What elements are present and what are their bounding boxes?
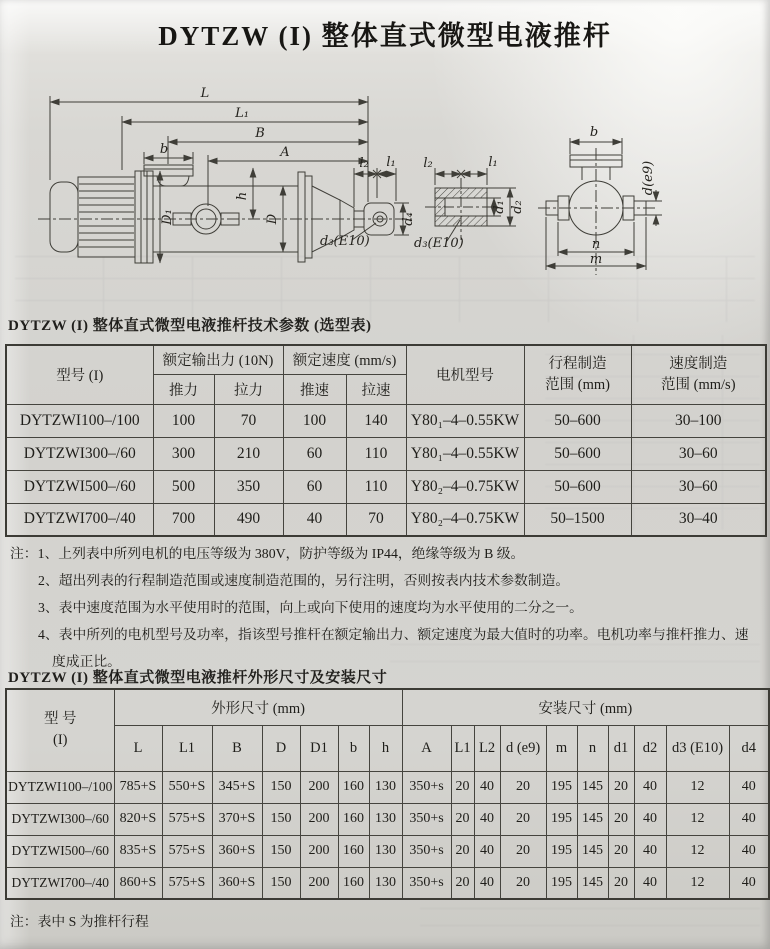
col-header-A: A (402, 725, 451, 771)
cell: 345+S (212, 771, 262, 803)
cell: 360+S (212, 867, 262, 899)
cell: 20 (500, 803, 546, 835)
oil-port-dome (157, 176, 189, 186)
cell: 20 (500, 867, 546, 899)
col-header-D1: D1 (300, 725, 338, 771)
cell: 195 (546, 803, 577, 835)
note-item: 4、表中所列的电机型号及功率，指该型号推杆在额定输出力、额定速度为最大值时的功率。电机功率与推杆推力、速度成正比。 (38, 627, 749, 669)
table-row (6, 771, 769, 803)
col-header-motor-model: 电机型号 (406, 345, 524, 404)
cell: 820+S (114, 803, 162, 835)
col-header-model: 型 号 (I) (6, 689, 114, 771)
cell-model: DYTZWI300–/60 (6, 803, 114, 835)
cell: 350+s (402, 771, 451, 803)
col-header-L1: L1 (162, 725, 212, 771)
cell: 20 (500, 771, 546, 803)
col-header-L: L (114, 725, 162, 771)
cell: 20 (500, 835, 546, 867)
page-title: DYTZW (I) 整体直式微型电液推杆 (158, 21, 612, 51)
col-header-pull-speed: 拉速 (346, 374, 406, 404)
bleedthrough-ghost (420, 902, 760, 942)
cell: 195 (546, 867, 577, 899)
cell: 30–60 (631, 437, 766, 470)
cell: 160 (338, 835, 369, 867)
cell: 70 (346, 503, 406, 536)
col-header-model: 型号 (I) (6, 345, 153, 404)
col-header-D: D (262, 725, 300, 771)
col-header-b: b (338, 725, 369, 771)
col-group-rated-output: 额定输出力 (10N) (153, 345, 283, 374)
cell: 210 (214, 437, 283, 470)
col-header-d1: d1 (608, 725, 634, 771)
col-header-pull-force: 拉力 (214, 374, 283, 404)
col-header-m: m (546, 725, 577, 771)
cell: 860+S (114, 867, 162, 899)
cell: 20 (451, 867, 474, 899)
table-row (6, 803, 769, 835)
cell: 130 (369, 867, 402, 899)
footer-note: 注：表中 S 为推杆行程 (10, 914, 149, 929)
cell: 575+S (162, 803, 212, 835)
dim-label-sec-d2: d₂ (510, 200, 525, 214)
cell: 30–60 (631, 470, 766, 503)
cell: 110 (346, 470, 406, 503)
cell: 350+s (402, 803, 451, 835)
dim-label-l1: l₁ (386, 155, 396, 170)
cell: 60 (283, 437, 346, 470)
motor-end-cap (50, 182, 78, 252)
cell: 200 (300, 803, 338, 835)
cell: 130 (369, 803, 402, 835)
front-flange (298, 172, 305, 262)
cell: 140 (346, 404, 406, 437)
cell: 50–1500 (524, 503, 631, 536)
cell: 40 (634, 835, 666, 867)
table-row (6, 470, 766, 503)
cell: 150 (262, 867, 300, 899)
dim-label-h: h (235, 191, 250, 201)
cell: 350+s (402, 867, 451, 899)
cell: 30–100 (631, 404, 766, 437)
cell: 200 (300, 771, 338, 803)
cell: 200 (300, 835, 338, 867)
dim-label-sec-d3: d₃(E10) (414, 236, 464, 251)
cell: 40 (474, 803, 500, 835)
cell: 50–600 (524, 404, 631, 437)
cell: 20 (608, 803, 634, 835)
dim-label-L1: L₁ (235, 106, 249, 121)
cell-model: DYTZWI100–/100 (6, 404, 153, 437)
cell: 100 (153, 404, 214, 437)
cell: 550+S (162, 771, 212, 803)
dim-label-A: A (280, 145, 290, 160)
col-header-L2: L2 (474, 725, 500, 771)
dim-label-end-n: n (591, 237, 601, 252)
cell: 160 (338, 803, 369, 835)
cell: 145 (577, 835, 608, 867)
cell: 160 (338, 771, 369, 803)
dim-label-sec-l1: l₁ (488, 155, 498, 170)
note-item: 3、表中速度范围为水平使用时的范围，向上或向下使用的速度均为水平使用的二分之一。 (38, 600, 583, 615)
cell: 50–600 (524, 437, 631, 470)
cell-model: DYTZWI700–/40 (6, 867, 114, 899)
cell: 490 (214, 503, 283, 536)
cell-motor: Y80₂–4–0.75KW (406, 470, 524, 503)
cell: 40 (634, 867, 666, 899)
cell: 40 (634, 771, 666, 803)
cell: 40 (729, 867, 769, 899)
cell: 150 (262, 835, 300, 867)
cell: 370+S (212, 803, 262, 835)
dim-label-end-de9: d(e9) (641, 160, 656, 196)
motor-fin-block (78, 177, 135, 257)
col-header-speed-range: 速度制造 范围 (mm/s) (631, 345, 766, 404)
table-row (6, 404, 766, 437)
cell: 785+S (114, 771, 162, 803)
col-group-outline-dims: 外形尺寸 (mm) (114, 689, 402, 725)
technical-drawing (0, 70, 770, 322)
table-row (6, 503, 766, 536)
cell: 145 (577, 867, 608, 899)
col-header-n: n (577, 725, 608, 771)
dimensions-table (5, 688, 770, 900)
table1-caption: DYTZW (I) 整体直式微型电液推杆技术参数 (选型表) (8, 318, 372, 334)
dim-label-end-b: b (589, 125, 599, 140)
cell: 145 (577, 771, 608, 803)
cell: 50–600 (524, 470, 631, 503)
cell-model: DYTZWI500–/60 (6, 835, 114, 867)
col-header-d2: d2 (634, 725, 666, 771)
col-header-push-speed: 推速 (283, 374, 346, 404)
cell: 350 (214, 470, 283, 503)
motor-flange (135, 171, 153, 263)
cell: 12 (666, 771, 729, 803)
cell: 40 (474, 867, 500, 899)
cell: 40 (474, 771, 500, 803)
cell: 20 (451, 803, 474, 835)
cell: 40 (729, 835, 769, 867)
dim-label-D: D (265, 213, 280, 225)
cell: 20 (608, 771, 634, 803)
cell: 835+S (114, 835, 162, 867)
cell: 150 (262, 771, 300, 803)
cell: 130 (369, 771, 402, 803)
cell-motor: Y80₁–4–0.55KW (406, 404, 524, 437)
dim-label-d3: d₃(E10) (320, 234, 370, 249)
cell: 145 (577, 803, 608, 835)
table-row (6, 437, 766, 470)
dim-label-sec-d1: d₁ (492, 200, 507, 214)
specs-table (5, 344, 767, 537)
cell-model: DYTZWI500–/60 (6, 470, 153, 503)
cell: 300 (153, 437, 214, 470)
note-item: 2、超出列表的行程制造范围或速度制造范围的，另行注明，否则按表内技术参数制造。 (38, 573, 570, 588)
cell-motor: Y80₂–4–0.75KW (406, 503, 524, 536)
cell: 100 (283, 404, 346, 437)
cell: 60 (283, 470, 346, 503)
col-header-B: B (212, 725, 262, 771)
col-header-push-force: 推力 (153, 374, 214, 404)
table-header-row (6, 725, 769, 771)
cell-model: DYTZWI100–/100 (6, 771, 114, 803)
section-view-outline (425, 178, 500, 240)
end-view-dimensions (546, 190, 662, 270)
cell: 160 (338, 867, 369, 899)
col-header-de9: d (e9) (500, 725, 546, 771)
cell-motor: Y80₁–4–0.55KW (406, 437, 524, 470)
col-header-h: h (369, 725, 402, 771)
cell: 150 (262, 803, 300, 835)
cell: 40 (283, 503, 346, 536)
dim-label-end-m: m (589, 252, 603, 267)
col-header-d3E10: d3 (E10) (666, 725, 729, 771)
cell: 110 (346, 437, 406, 470)
dim-label-b: b (159, 142, 169, 157)
cell: 350+s (402, 835, 451, 867)
dim-label-D1: D₁ (160, 209, 175, 225)
cell: 20 (608, 867, 634, 899)
dim-label-B: B (255, 126, 265, 141)
col-group-rated-speed: 额定速度 (mm/s) (283, 345, 406, 374)
table-header-row (6, 345, 766, 374)
cell-model: DYTZWI300–/60 (6, 437, 153, 470)
cell: 40 (634, 803, 666, 835)
dim-label-l2: l₂ (359, 156, 369, 171)
notes-block (10, 540, 758, 675)
cell: 30–40 (631, 503, 766, 536)
col-header-L1b: L1 (451, 725, 474, 771)
table-row (6, 867, 769, 899)
note-item: 注：1、上列表中所列电机的电压等级为 380V，防护等级为 IP44，绝缘等级为 B 级。 (10, 546, 525, 561)
cell: 20 (451, 835, 474, 867)
cell: 40 (474, 835, 500, 867)
cell: 40 (729, 771, 769, 803)
cell: 575+S (162, 835, 212, 867)
cell: 200 (300, 867, 338, 899)
table-header-row (6, 689, 769, 725)
cell: 195 (546, 771, 577, 803)
cell: 20 (608, 835, 634, 867)
dim-label-d4: d₄ (401, 212, 416, 226)
cell-model: DYTZWI700–/40 (6, 503, 153, 536)
col-header-stroke-range: 行程制造 范围 (mm) (524, 345, 631, 404)
cell: 500 (153, 470, 214, 503)
cell: 195 (546, 835, 577, 867)
table2-caption: DYTZW (I) 整体直式微型电液推杆外形尺寸及安装尺寸 (8, 670, 388, 686)
cell: 360+S (212, 835, 262, 867)
cell: 12 (666, 803, 729, 835)
dim-label-L: L (200, 86, 210, 101)
col-group-install-dims: 安装尺寸 (mm) (402, 689, 769, 725)
cell: 130 (369, 835, 402, 867)
cell: 575+S (162, 867, 212, 899)
table-row (6, 835, 769, 867)
cell: 70 (214, 404, 283, 437)
col-header-d4: d4 (729, 725, 769, 771)
cell: 20 (451, 771, 474, 803)
dim-label-sec-l2: l₂ (423, 156, 433, 171)
cell: 12 (666, 867, 729, 899)
cell: 700 (153, 503, 214, 536)
cell: 12 (666, 835, 729, 867)
cell: 40 (729, 803, 769, 835)
